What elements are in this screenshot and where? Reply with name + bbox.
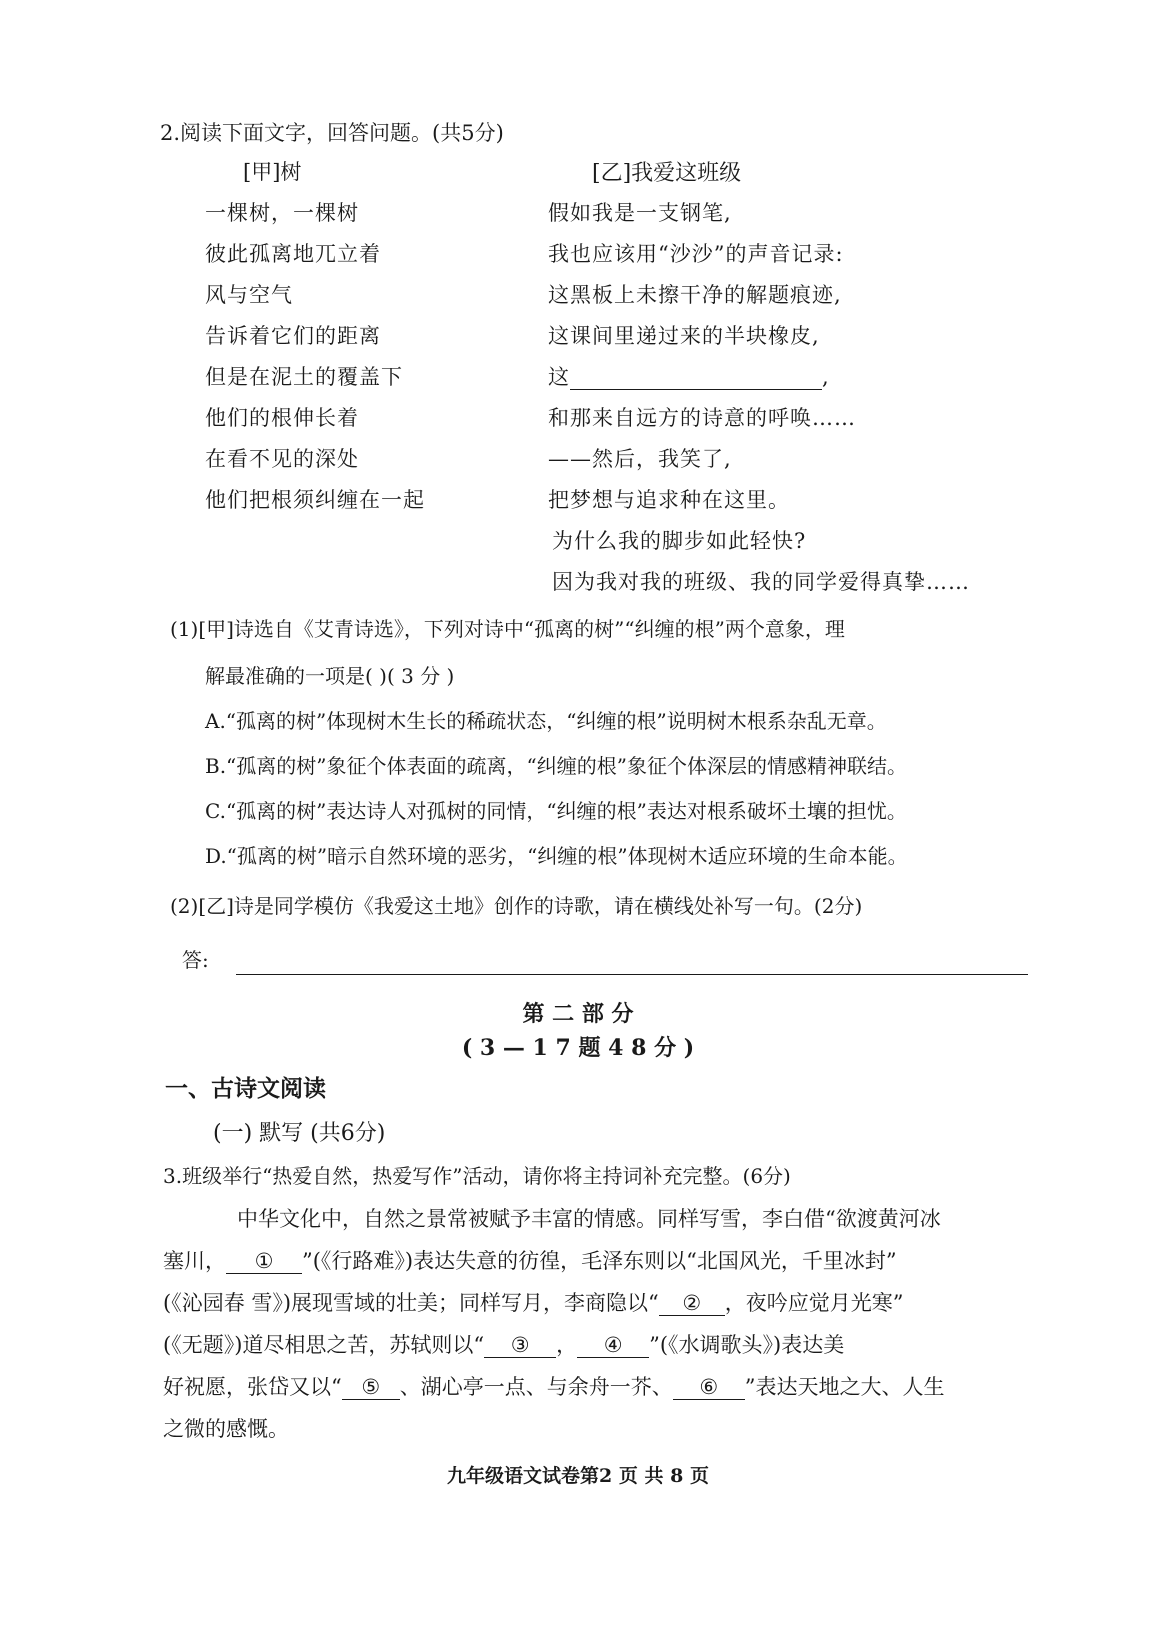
q3-blank-2[interactable]: ② <box>659 1292 725 1316</box>
poem-a-line: 一棵树，一棵树 <box>205 201 359 225</box>
poem-b-line: 把梦想与追求种在这里。 <box>548 488 790 512</box>
q3-text: 好祝愿，张岱又以“ <box>163 1375 342 1399</box>
poem-b-line5-start: 这 <box>548 365 570 389</box>
q3-text: ”(《水调歌头》)表达美 <box>649 1333 845 1357</box>
q3-text: ， <box>556 1333 578 1357</box>
q3-blank-5[interactable]: ⑤ <box>342 1376 400 1400</box>
q2-sub2-stem: (2)[乙]诗是同学模仿《我爱这土地》创作的诗歌，请在横线处补写一句。(2分) <box>170 894 863 918</box>
q3-text: ，夜吟应觉月光寒” <box>724 1291 904 1315</box>
answer-line[interactable] <box>236 974 1028 975</box>
poem-b-line: 为什么我的脚步如此轻快? <box>552 529 807 553</box>
poem-a-line: 风与空气 <box>205 283 293 307</box>
q3-paragraph-line: 之微的感慨。 <box>163 1417 289 1441</box>
poem-b-line5-end: , <box>822 365 830 389</box>
poem-b-line: 和那来自远方的诗意的呼唤…… <box>548 406 856 430</box>
question-3-header: 3.班级举行“热爱自然，热爱写作”活动，请你将主持词补充完整。(6分) <box>163 1164 791 1188</box>
q3-text: (《无题》)道尽相思之苦，苏轼则以“ <box>163 1333 485 1357</box>
q3-paragraph-line <box>163 1371 945 1401</box>
q3-blank-6[interactable]: ⑥ <box>673 1376 745 1400</box>
q2-option-a[interactable]: A.“孤离的树”体现树木生长的稀疏状态，“纠缠的根”说明树木根系杂乱无章。 <box>205 709 887 733</box>
section1-subtitle: (一) 默写 (共6分) <box>213 1121 386 1146</box>
poem-a-line: 在看不见的深处 <box>205 447 359 471</box>
q2-option-b[interactable]: B.“孤离的树”象征个体表面的疏离，“纠缠的根”象征个体深层的情感精神联结。 <box>205 754 907 778</box>
q2-sub1-stem-line1: (1)[甲]诗选自《艾青诗选》，下列对诗中“孤离的树”“纠缠的根”两个意象，理 <box>170 617 845 641</box>
section1-title: 一、古诗文阅读 <box>165 1075 326 1102</box>
poem-a-line: 他们的根伸长着 <box>205 406 359 430</box>
q2-option-c[interactable]: C.“孤离的树”表达诗人对孤树的同情，“纠缠的根”表达对根系破坏土壤的担忧。 <box>205 799 907 823</box>
poem-a-title: [甲]树 <box>243 160 302 184</box>
poem-b-line: 这黑板上未擦干净的解题痕迹, <box>548 283 842 307</box>
poem-b-line: 假如我是一支钢笔, <box>548 201 732 225</box>
q3-paragraph-line <box>163 1245 897 1275</box>
poem-b-line: 我也应该用“沙沙”的声音记录: <box>548 242 844 266</box>
q3-text: 塞川， <box>163 1249 226 1273</box>
poem-b-line: 这课间里递过来的半块橡皮, <box>548 324 820 348</box>
q3-blank-1[interactable]: ① <box>226 1250 302 1274</box>
part2-title: 第 二 部 分 <box>522 1001 634 1027</box>
q2-option-d[interactable]: D.“孤离的树”暗示自然环境的恶劣，“纠缠的根”体现树木适应环境的生命本能。 <box>205 844 908 868</box>
q3-paragraph-line <box>163 1329 844 1359</box>
poem-a-line: 但是在泥土的覆盖下 <box>205 365 403 389</box>
poem-b-blank-line <box>548 361 830 391</box>
q3-paragraph-line <box>163 1287 904 1317</box>
poem-a-line: 他们把根须纠缠在一起 <box>205 488 425 512</box>
poem-a-line: 彼此孤离地兀立着 <box>205 242 381 266</box>
part2-subtitle: ( 3 — 1 7 题 4 8 分 ) <box>461 1035 695 1061</box>
question-2-header: 2.阅读下面文字，回答问题。(共5分) <box>160 121 504 145</box>
q3-text: ”(《行路难》)表达失意的彷徨，毛泽东则以“北国风光，千里冰封” <box>302 1249 897 1273</box>
poem-a-line: 告诉着它们的距离 <box>205 324 381 348</box>
poem-b-line: ——然后，我笑了, <box>548 447 732 471</box>
poem-b-title: [乙]我爱这班级 <box>592 161 742 186</box>
q3-text: 、湖心亭一点、与余舟一芥、 <box>399 1375 673 1399</box>
q2-sub1-stem-line2: 解最准确的一项是( )( 3 分 ) <box>205 664 455 688</box>
q3-blank-3[interactable]: ③ <box>484 1334 556 1358</box>
answer-label: 答: <box>182 948 209 972</box>
q3-text: (《沁园春 雪》)展现雪域的壮美；同样写月，李商隐以“ <box>163 1291 659 1315</box>
poem-b-fill-blank[interactable] <box>570 366 822 390</box>
poem-b-line: 因为我对我的班级、我的同学爱得真挚…… <box>552 570 970 594</box>
q3-text: ”表达天地之大、人生 <box>744 1375 945 1399</box>
page-footer: 九年级语文试卷第2 页 共 8 页 <box>447 1465 709 1487</box>
q3-blank-4[interactable]: ④ <box>577 1334 649 1358</box>
q3-paragraph-line: 中华文化中，自然之景常被赋予丰富的情感。同样写雪，李白借“欲渡黄河冰 <box>237 1207 941 1231</box>
